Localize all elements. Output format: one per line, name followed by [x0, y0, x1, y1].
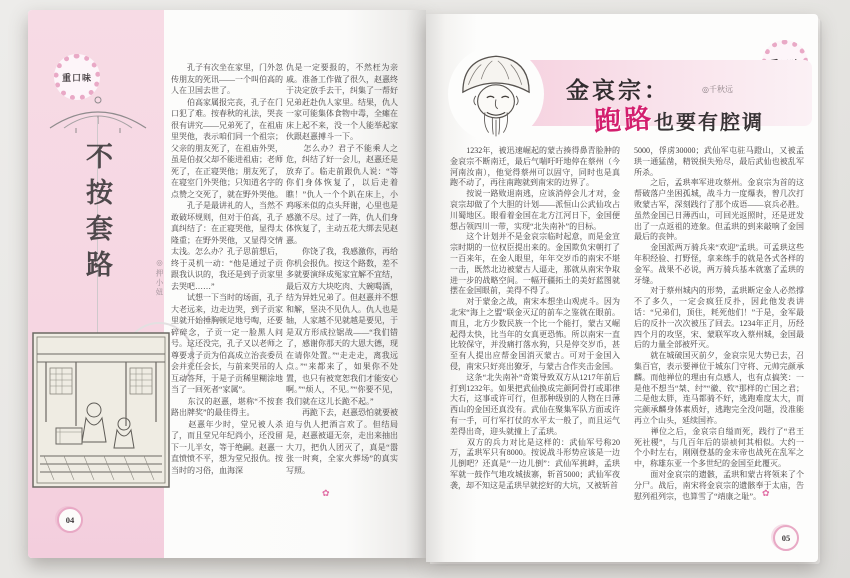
paragraph: 仇是一定要报的，不然枉为亲戚。准备工作做了很久，赵憙终于决定放手去干，纠集了一帮好兄弟赶赴仇人家里。结果，仇人一家可能集体食物中毒，全瘫在床上起不来，没一个人能举起家伙跟赵憙搏斗一下。	[286, 63, 398, 141]
left-page	[28, 10, 426, 558]
paragraph: 禅位之后，金哀宗自缢而死，践行了“君王死社稷”，与几百年后的崇祯何其相似。大约一个小时左右，刚刚登基的金末帝也战死在乱军之中，称雄东亚一个多世纪的金国至此覆灭。	[634, 426, 804, 469]
right-article-author: ◎千秋远	[702, 85, 733, 94]
paragraph: 这条“北失南补”奇策导致双方从1217年前后打到1232年。如果把武仙换成完颜阿骨打或耶律大石，这事或许可行，但那种级别的人物在日薄西山的金国还真没有。武仙在聚集军队方面或许有一手，可行军打仗的水平太一般了，而且运气差得出奇，迎头就撞上了孟珙。	[450, 372, 620, 436]
left-article-column-2	[286, 62, 398, 524]
paragraph: 试想一下当时的场面，孔子大老远来，边走边哭，到子贡家里就开始捶胸顿足地号啕，还要碎碎念，子贡一定一脸黑人问号。这还没完，孔子又以老师之尊要求子贡为伯高成立治丧委员会并充任会长，与前来哭吊的人互动答拜，于是子贡稀里糊涂地当了一回死者“家属”。	[171, 293, 283, 394]
corner-badge-label: 重口味	[61, 72, 92, 83]
paragraph: 再跪下去，赵憙恐怕就要被迫与仇人把酒言欢了。但结局是，赵憙被逼无奈，走出来抽出大刀，把仇人团灭了，真是“嚣张一时爽，全家火葬场”的真实写照。	[286, 408, 398, 475]
paragraph: 孔子有次坐在家里，门外忽传朋友的死讯——一个叫伯高的人在卫国去世了。	[171, 63, 283, 95]
paragraph: 孔子是最讲礼的人，当然不敢破坏规则，但对于伯高，孔子真纠结了：在正寝哭他，显得太隆重；在野外哭他，又显得交情太浅。怎么办？孔子思前想后，终于灵机一动：“他是通过子贡跟我认识的，我还是到子贡家里去哭吧……”	[171, 201, 283, 291]
right-article-title-accent: 跑路	[593, 103, 655, 137]
right-article-column-2	[634, 146, 804, 540]
paragraph: 面对金哀宗的遗骸，孟珙和蒙古将领来了个分尸。战后，南宋将金哀宗的遗骸奉于太庙，告慰列祖列宗，也算雪了“靖康之耻”。	[634, 469, 804, 501]
article-end-mark-right: ✿	[762, 488, 770, 498]
paragraph: 对于蔡州城内的形势，孟珙断定金人必然撑不了多久，一定会疯狂反扑，因此他发表讲话：“兄弟们，顶住，耗死他们！”于是，金军最后的反扑一次次被压了回去。1234年正月，历经四个月的攻坚，宋、蒙联军攻入蔡州城，金国最后的力量全部被歼灭。	[634, 286, 804, 350]
left-article-column-1	[171, 62, 283, 524]
paragraph: 伯高家属报完丧，孔子在门口犯了难。按春秋的礼法，哭丧很有讲究——兄弟死了，在祖庙里哭他，表示咱们同一个祖宗；父亲的朋友死了，在祖庙外哭，虽是伯叔父却不能进祖庙；老师死了，在正寝哭他；朋友死了，在寝室门外哭他；只知道名字的点赞之交死了，就在野外哭他。	[171, 97, 283, 199]
right-article-title-line2	[594, 98, 764, 137]
page-number-left-label: 04	[65, 515, 75, 525]
woodcut-illustration	[32, 332, 170, 488]
paragraph: 对于蒙金之战，南宋本想坐山观虎斗。因为北宋“海上之盟”联金灭辽的前车之鉴就在眼前。而且，北方少数民族一个比一个能打，蒙古又崛起得太快，比当年的女真更恐怖。所以南宋一直比较保守，并没痛打落水狗，只是停交岁币，甚至有人提出应帮金国消灭蒙古。可对于金国入侵，南宋只好亮出獠牙，与蒙古合作夹击金国。	[450, 297, 620, 371]
paragraph: 怎么办？君子不能乘人之危，纠结了好一会儿，赵憙还是放弃了。临走前跟仇人说：“等你们身体恢复了，以后走着瞧！”仇人一个个趴在床上，小鸡啄米似的点头拜谢，心里也是感激不尽。过了一阵，仇人们身体恢复了，主动五花大绑去见赵憙。	[286, 143, 398, 245]
right-page	[426, 14, 818, 562]
paragraph: 就在城破国灭前夕，金哀宗见大势已去，召集百官，表示要禅位于城东门守将、元帅完颜承麟。而他禅位的理由有点感人，也有点搞笑：一是他不想当“桀、纣”“徽、钦”那样的亡国之君；二是他太胖，连马都骑不好，逃跑难度太大，而完颜承麟身体素质好，逃跑完全没问题，没准能再立个山头，延续国祚。	[634, 351, 804, 425]
paragraph: 赵憙年少时，堂兄被人杀了，而且堂兄年纪尚小，还没留下一儿半女，等于绝嗣。赵憙一直愤愤不平，想为堂兄报仇。按当时的习俗，血海深	[171, 419, 283, 475]
paragraph: 东汉的赵憙，堪称“不按套路出牌奖”的最佳得主。	[171, 396, 283, 417]
paragraph: 你饶了我，我感激你，再给你机会报仇。按这个路数，差不多就要演绎成冤家宜解不宜结，最后双方大块吃肉、大碗喝酒，结为异姓兄弟了。但赵憙并不想和解，坚决不见仇人。仇人也是轴，人家越不见就越是要见，于是双方形成拉锯战——“我们错了，感谢你那天的大恩大德，现在请你处置。”“走走走，离我远点。”“来都来了，如果你不处置，也只有被宽恕我们才能安心啊。”“烦人，不见。”“你要不见，我们就在这儿长跪不起。”	[286, 247, 398, 406]
left-article-author: ◎押小妞	[155, 258, 164, 298]
canopy-ornament-icon	[46, 94, 150, 136]
right-article-title-prefix: 金哀宗：	[566, 78, 670, 103]
paragraph: 双方的兵力对比是这样的：武仙军号称20万，孟珙军只有8000。按说战斗形势应该是一边儿倒吧？还真是“一边儿倒”：武仙军挑衅，孟珙军就一鼓作气地攻城拔寨，斩首5000；武仙军夜袭，却不知这是孟珙早就挖好的大坑，又被斩首	[450, 437, 620, 490]
paragraph: 之后，孟珙率军进攻蔡州。金哀宗为首的这帮破落户坐困孤城，战斗力一度爆表，曾几次打败蒙古军，深刻践行了那个成语——哀兵必胜。虽然金国已日薄西山，可回光返照时，还是迸发出了一点返祖的迹象。但孟珙的到来敲响了金国最后的丧钟。	[634, 178, 804, 242]
paragraph: 按说一路败退南逃，应该消停会儿才对，金哀宗却做了个大胆的计划——派恒山公武仙攻占川蜀地区。眼看着金国在北方江河日下，金国便想占领四川一带，实现“北失南补”的目标。	[450, 189, 620, 231]
page-number-left	[57, 507, 83, 533]
paragraph: 5000，俘虏30000；武仙军屯驻马蹬山，又被孟珙一通猛凿，精锐损失殆尽，最后武仙也被乱军所杀。	[634, 146, 804, 177]
portrait-illustration	[448, 46, 544, 142]
right-article-column-1	[450, 146, 620, 540]
left-article-title: 不按套路	[82, 142, 112, 286]
article-end-mark-left: ✿	[322, 488, 330, 498]
paragraph: 1232年，被迅速崛起的蒙古揍得鼻青脸肿的金哀宗不断南迁，最后气喘吁吁地停在蔡州（今河南汝南），他觉得蔡州可以固守，同时也是真跑不动了，再往南跑就到南宋的边界了。	[450, 146, 620, 188]
page-number-right	[773, 525, 799, 551]
right-article-title-suffix: 也要有腔调	[654, 112, 764, 134]
paragraph: 这个计划并不是金哀宗临时起意，而是金宣宗时期的一位权臣提出来的。金国欺负宋朝打了一百来年，在金人眼里，年年交岁币的南宋不堪一击，既然北边被蒙古人逼走，那就从南宋争取进一步的战略空间。一幅开疆拓土的美好蓝图就摆在金国眼前，美得不得了。	[450, 232, 620, 296]
paragraph: 金国派两万骑兵来“欢迎”孟珙。可孟珙这些年积经验、打野怪，拿来练手的就是各式各样的金军。战果不必说，两万骑兵基本就塞了孟珙的牙缝。	[634, 243, 804, 285]
page-number-right-label: 05	[781, 533, 791, 543]
